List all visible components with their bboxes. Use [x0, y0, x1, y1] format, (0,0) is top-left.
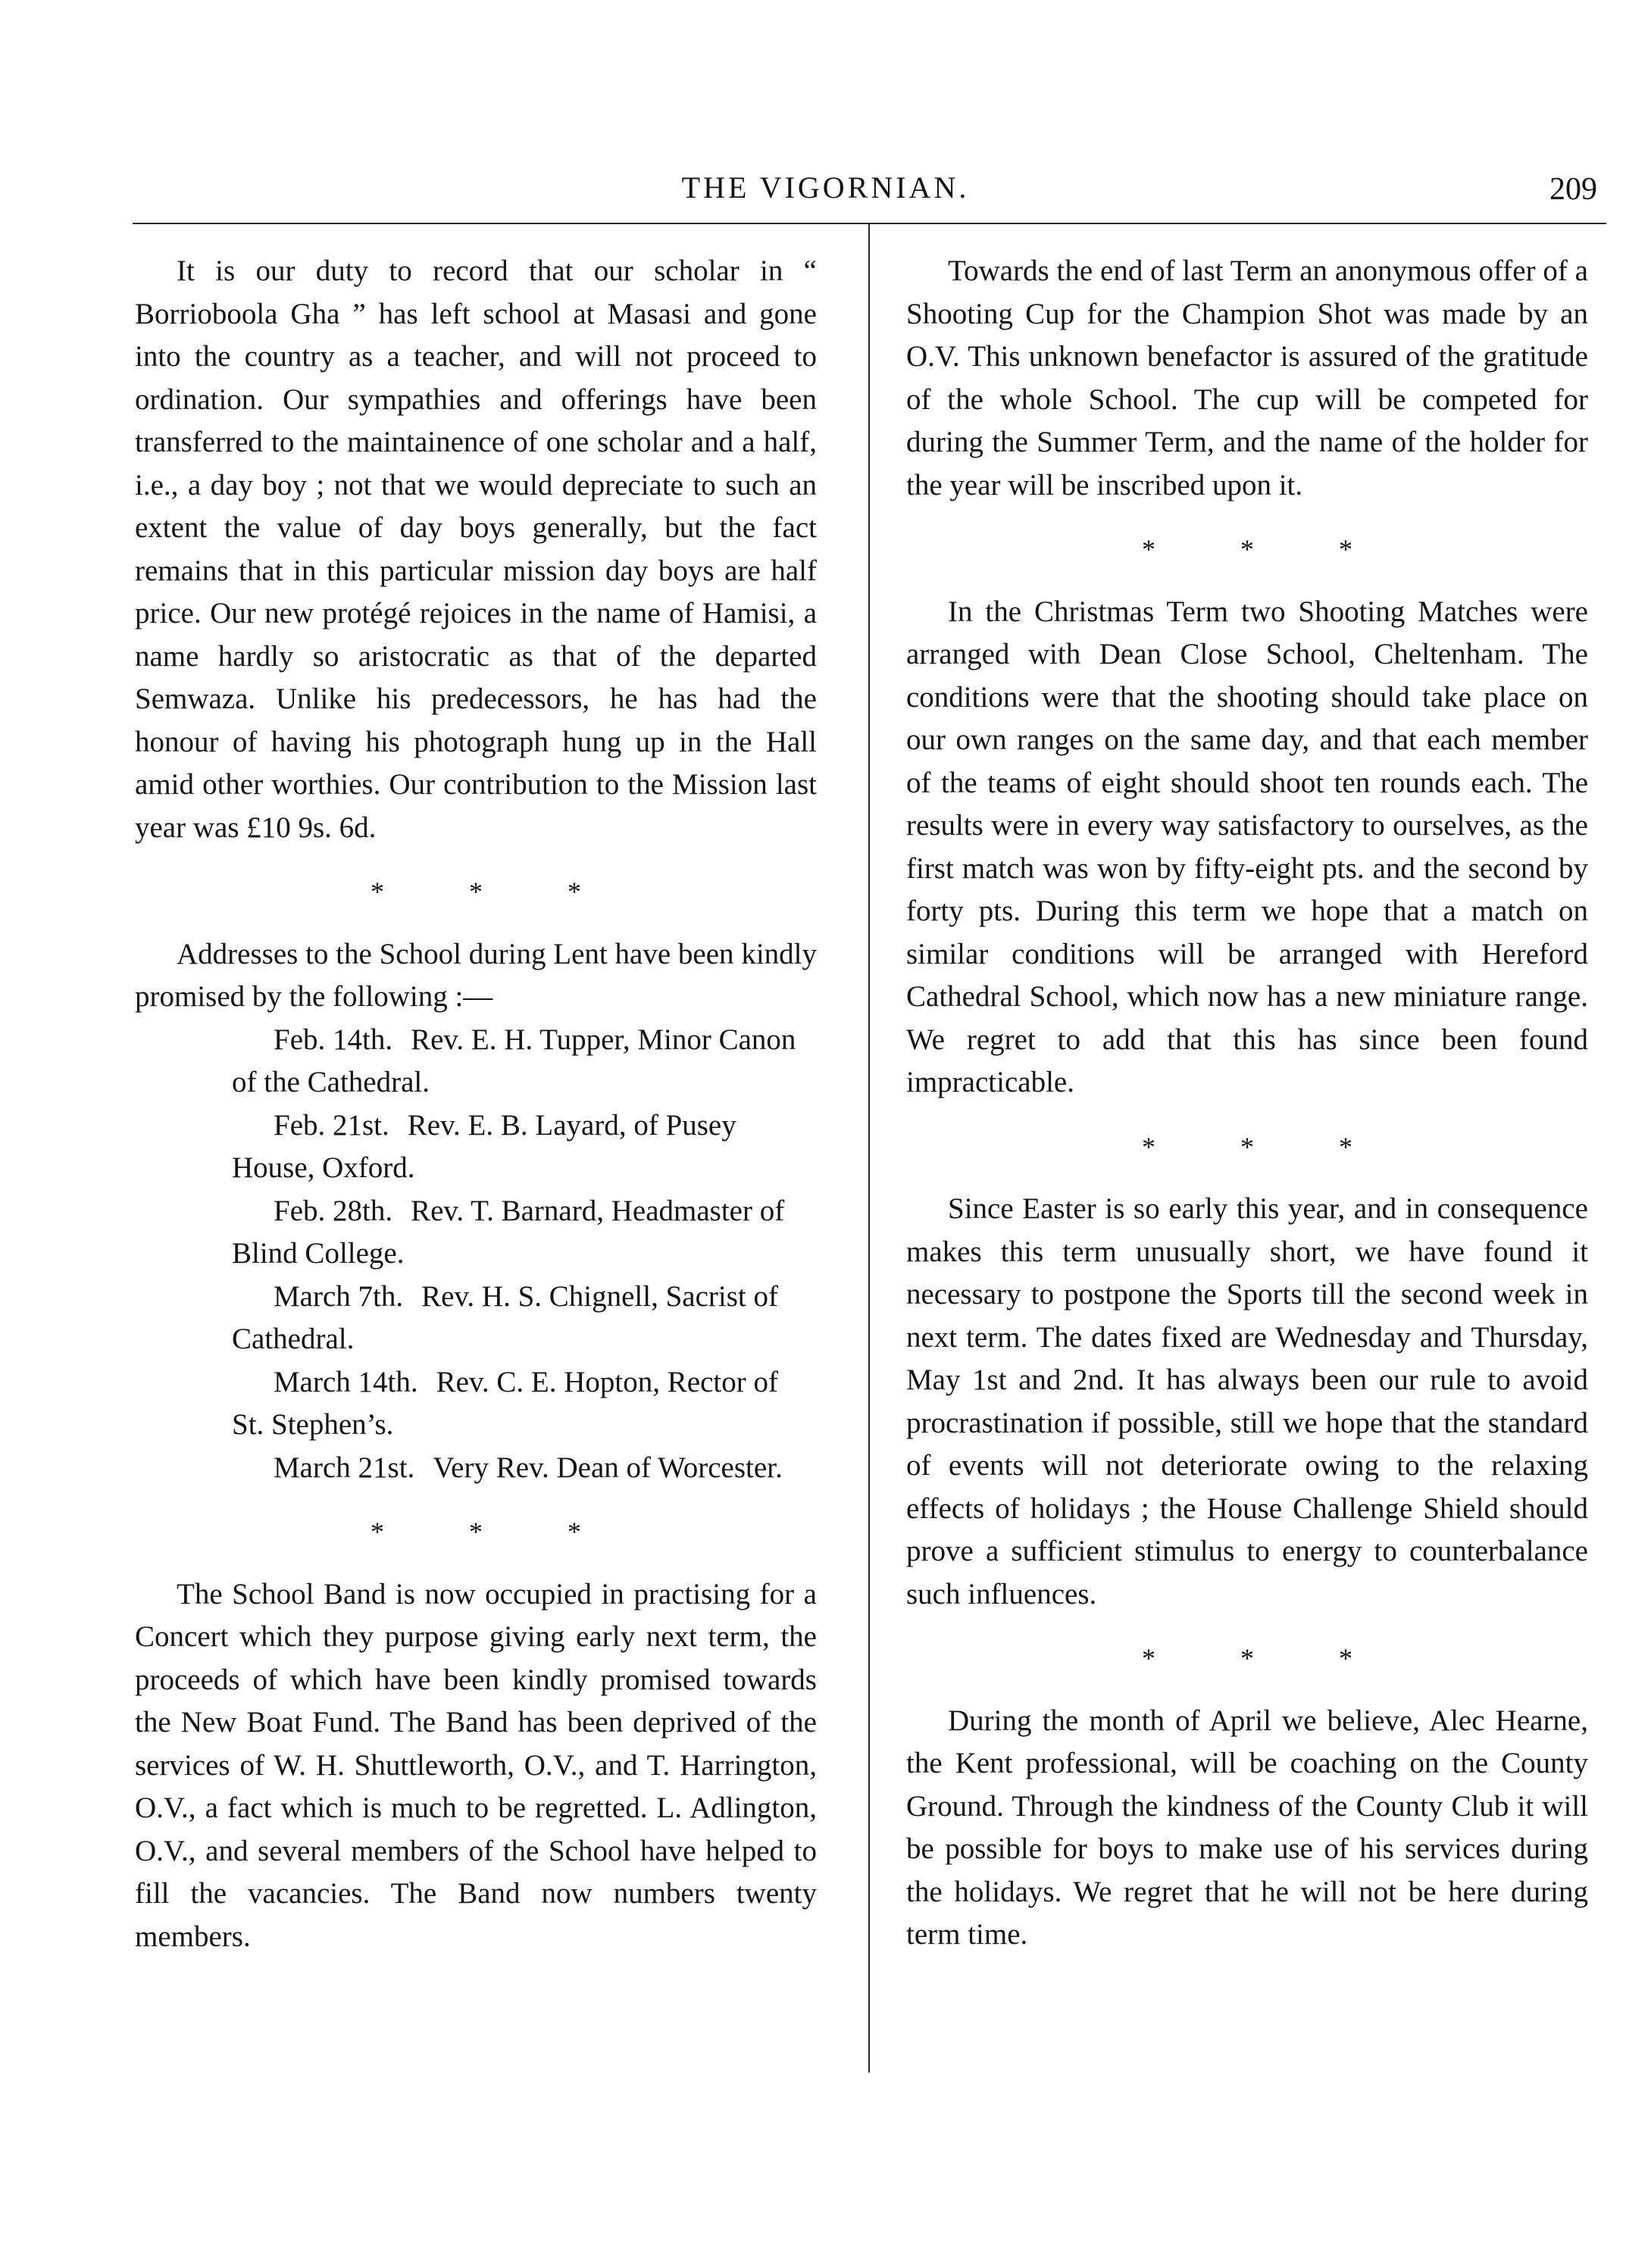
- address-date: March 7th.: [274, 1279, 404, 1313]
- address-text: Rev. T. Barnard, Headmaster of Blind College.: [232, 1194, 785, 1270]
- asterisk: *: [1240, 534, 1254, 564]
- section-separator: [906, 1637, 1588, 1680]
- address-text: Very Rev. Dean of Worcester.: [433, 1451, 783, 1484]
- paragraph-shooting-matches: In the Christmas Term two Shooting Matches were arranged with Dean Close School, Cheltenham. The conditions were that the shooting should take place on our own ranges on the same day, and that each member of the teams of eight should shoot ten rounds each. The results were in every way satisfactory to ourselves, as the first match was won by fifty-eight pts. and the second by forty pts. During this term we hope that a match on similar conditions will be arranged with Hereford Cathedral School, which now has a new miniature range. We regret to add that this has since been found impracticable.: [906, 595, 1588, 1098]
- asterisk: *: [371, 1517, 384, 1547]
- asterisk: *: [1240, 1643, 1254, 1673]
- address-item: [135, 1190, 817, 1276]
- asterisk: *: [469, 876, 483, 907]
- page-header: [0, 170, 1651, 215]
- paragraph-addresses-intro: Addresses to the School during Lent have been kindly promised by the following :—: [135, 937, 817, 1013]
- address-date: March 21st.: [274, 1451, 415, 1484]
- asterisk: *: [568, 1517, 581, 1547]
- section-separator: [906, 1126, 1588, 1169]
- address-text: Rev. E. B. Layard, of Pusey House, Oxford.: [232, 1108, 736, 1184]
- address-text: Rev. H. S. Chignell, Sacrist of Cathedral.: [232, 1279, 778, 1355]
- section-separator: [135, 870, 817, 914]
- paragraph-sports: Since Easter is so early this year, and in consequence makes this term unusually short, we have found it necessary to postpone the Sports till the second week in next term. The dates fixed are Wednesday and Thursday, May 1st and 2nd. It has always been our rule to avoid procrastination if possible, still we hope that the standard of events will not deteriorate owing to the relaxing effects of holidays ; the House Challenge Shield should prove a sufficient stimulus to energy to counterbalance such influences.: [906, 1192, 1588, 1610]
- address-item: [135, 1104, 817, 1190]
- page-number: 209: [1549, 172, 1597, 207]
- address-date: March 14th.: [274, 1365, 418, 1398]
- asterisk: *: [568, 876, 581, 907]
- asterisk: *: [1142, 1643, 1155, 1673]
- address-item: [135, 1019, 817, 1104]
- addresses-list: [135, 1019, 817, 1490]
- asterisk: *: [1142, 1131, 1155, 1162]
- address-date: Feb. 21st.: [274, 1108, 389, 1142]
- section-separator: [135, 1510, 817, 1554]
- running-title: THE VIGORNIAN.: [681, 170, 970, 205]
- asterisk: *: [469, 1517, 483, 1547]
- asterisk: *: [1339, 534, 1352, 564]
- column-divider: [868, 224, 870, 2073]
- paragraph-school-band: The School Band is now occupied in practising for a Concert which they purpose giving early next term, the proceeds of which have been kindly promised towards the New Boat Fund. The Band has been deprived of the services of W. H. Shuttleworth, O.V., and T. Harrington, O.V., a fact which is much to be regretted. L. Adlington, O.V., and several members of the School have helped to fill the vacancies. The Band now numbers twenty members.: [135, 1577, 817, 1953]
- address-text: Rev. C. E. Hopton, Rector of St. Stephen’s.: [232, 1365, 778, 1441]
- address-date: Feb. 28th.: [274, 1194, 393, 1227]
- asterisk: *: [1142, 534, 1155, 564]
- address-item: [135, 1361, 817, 1447]
- paragraph-mission: It is our duty to record that our scholar in “ Borrioboola Gha ” has left school at Masasi and gone into the country as a teacher, and will not proceed to ordination. Our sympathies and offerings have been transferred to the maintainence of one scholar and a half, i.e., a day boy ; not that we would depreciate to such an extent the value of day boys generally, but the fact remains that in this particular mission day boys are half price. Our new protégé rejoices in the name of Hamisi, a name hardly so aristocratic as that of the departed Semwaza. Unlike his predecessors, he has had the honour of having his photograph hung up in the Hall amid other worthies. Our contribution to the Mission last year was £10 9s. 6d.: [135, 255, 817, 844]
- asterisk: *: [1339, 1643, 1352, 1673]
- asterisk: *: [1240, 1131, 1254, 1162]
- address-item: [135, 1447, 817, 1490]
- address-date: Feb. 14th.: [274, 1023, 393, 1056]
- address-text: Rev. E. H. Tupper, Minor Canon of the Cathedral.: [232, 1023, 796, 1098]
- paragraph-shooting-cup: Towards the end of last Term an anonymous offer of a Shooting Cup for the Champion Shot was made by an O.V. This unknown benefactor is assured of the gratitude of the whole School. The cup will be competed for during the Summer Term, and the name of the holder for the year will be inscribed upon it.: [906, 255, 1588, 501]
- paragraph-cricket-coaching: During the month of April we believe, Alec Hearne, the Kent professional, will be coaching on the County Ground. Through the kindness of the County Club it will be possible for boys to make use of his services during the holidays. We regret that he will not be here during term time.: [906, 1704, 1588, 1951]
- right-column: [906, 250, 1588, 1957]
- section-separator: [906, 528, 1588, 571]
- asterisk: *: [1339, 1131, 1352, 1162]
- asterisk: *: [371, 876, 384, 907]
- address-item: [135, 1276, 817, 1361]
- left-column: [135, 250, 817, 1958]
